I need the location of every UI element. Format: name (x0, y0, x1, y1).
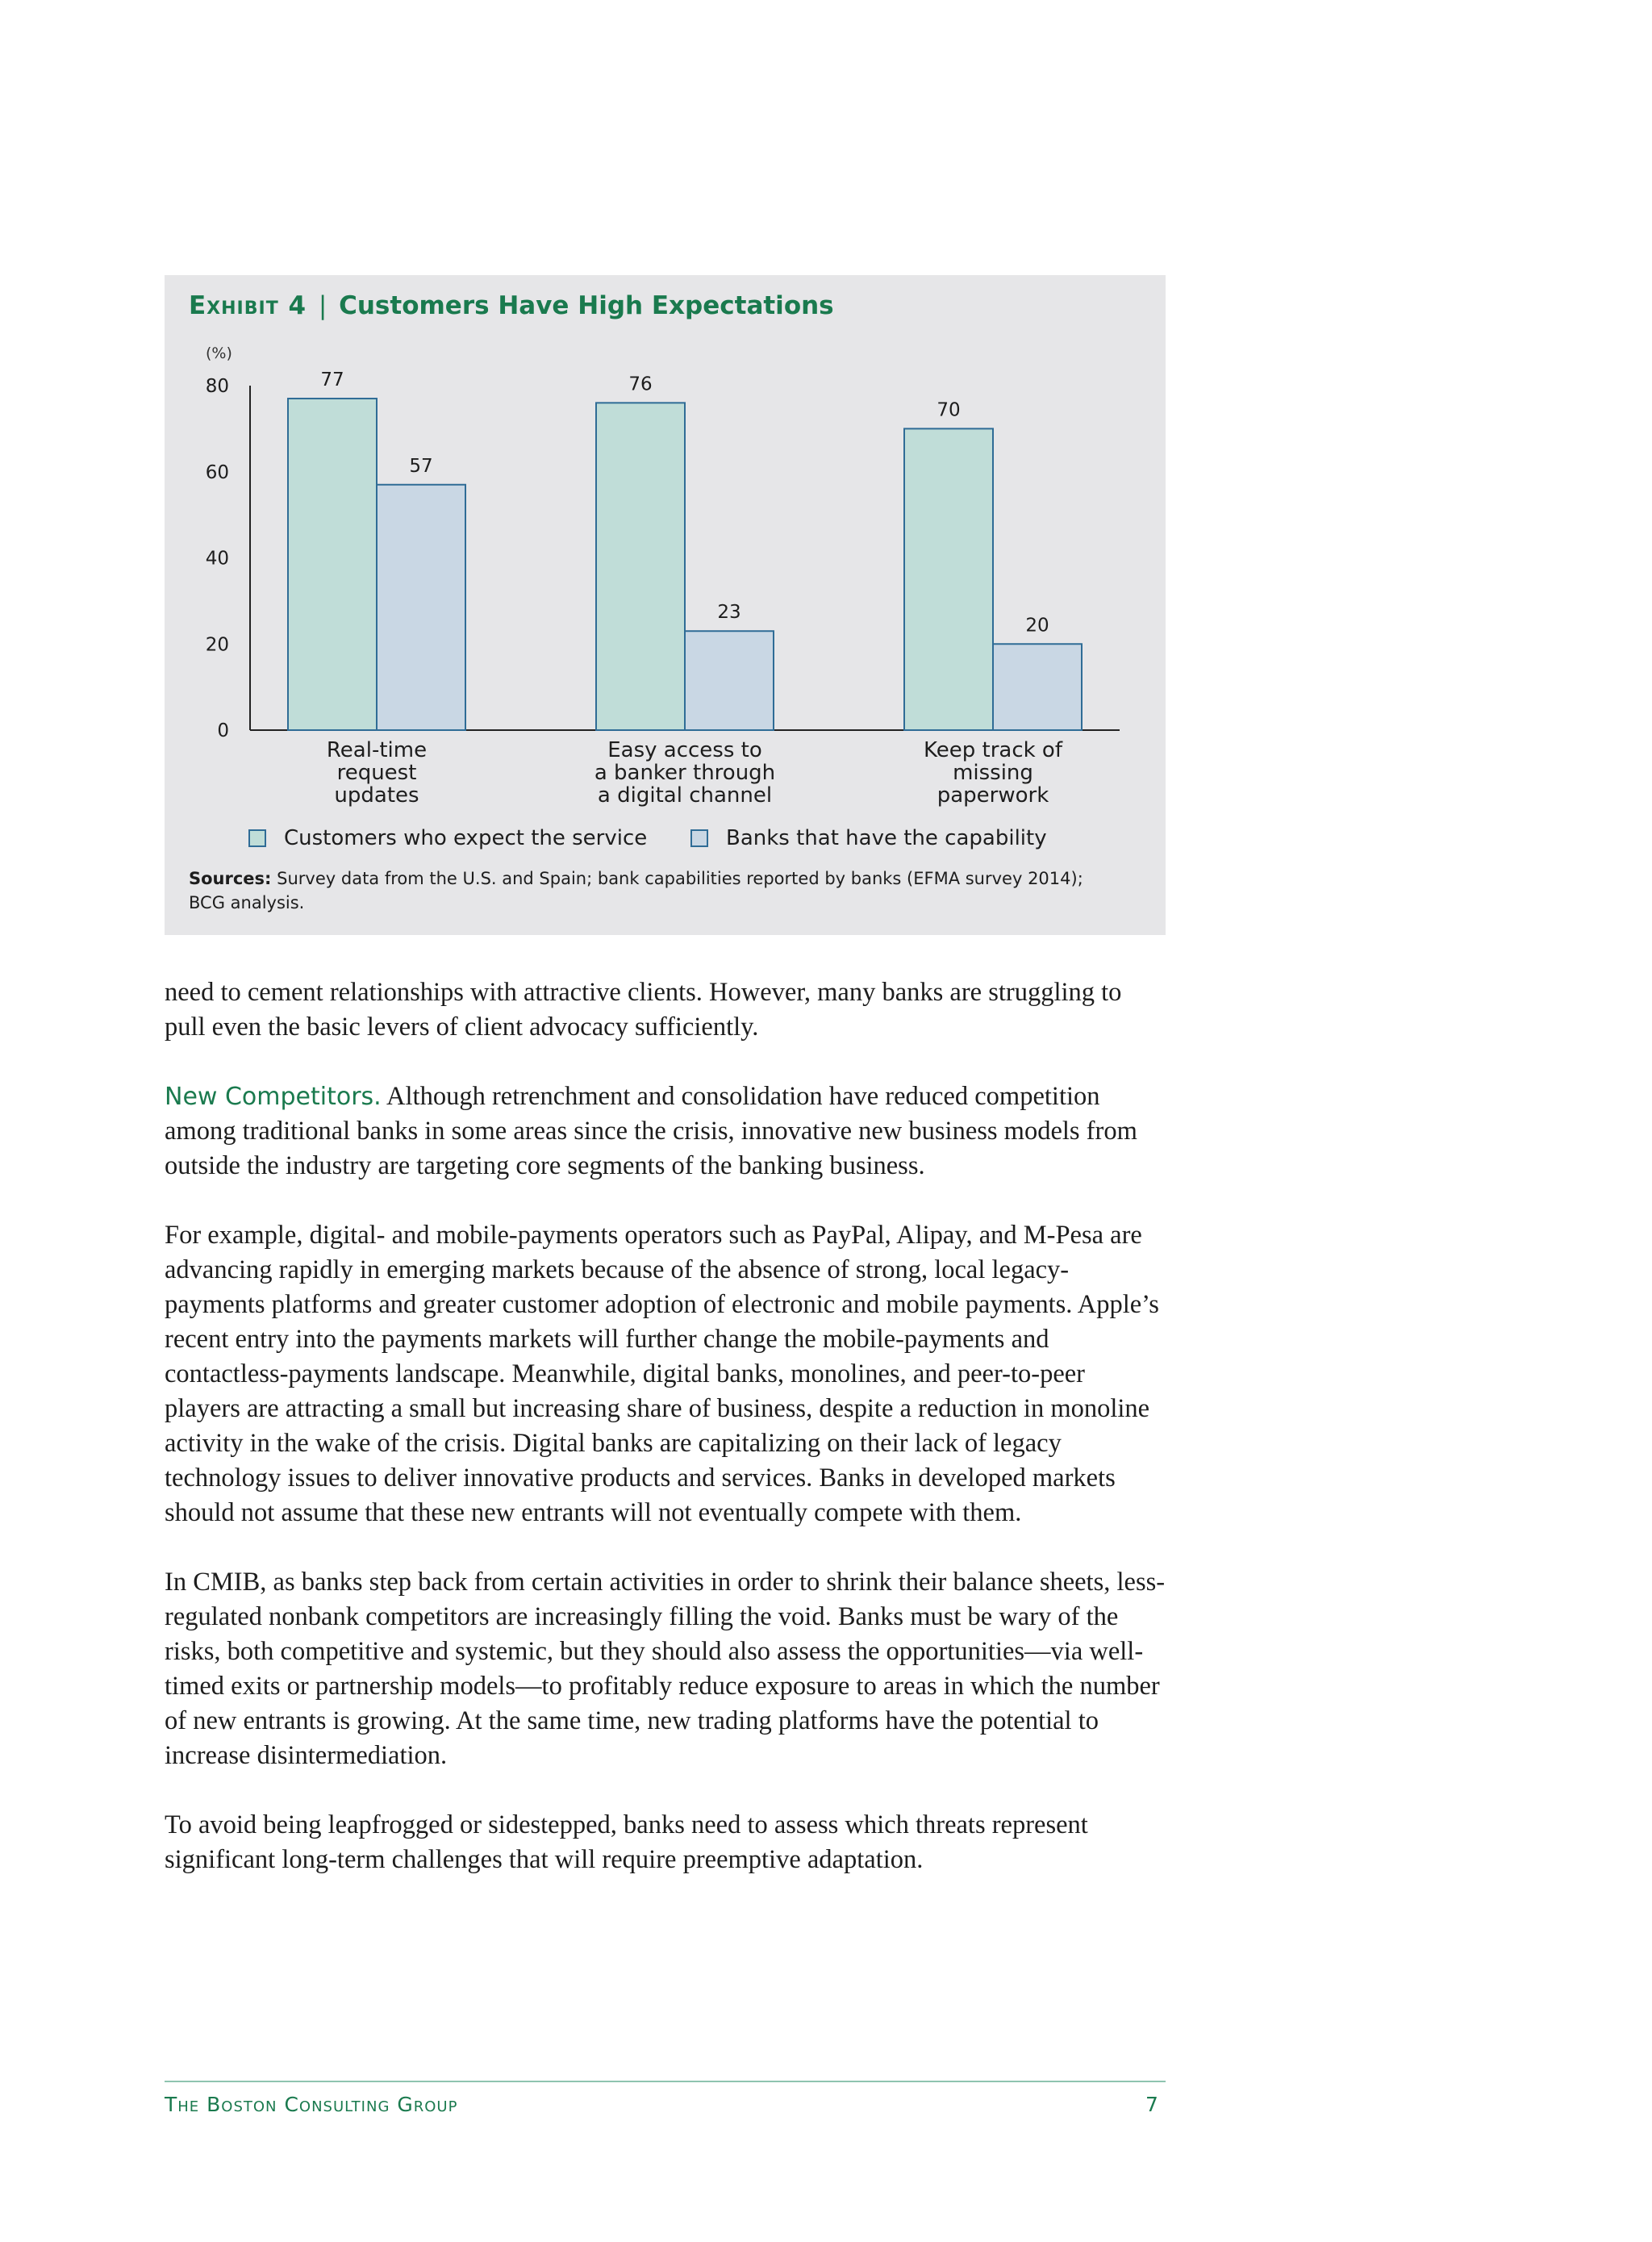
y-axis-unit: (%) (206, 344, 232, 362)
bar (596, 403, 685, 730)
page-number: 7 (1145, 2093, 1158, 2116)
paragraph-3: For example, digital- and mobile-payments operators such as PayPal, Alipay, and M-Pesa are advancing rapidly in emerging markets because of the absence of strong, local legacy-payments platforms and greater customer adoption of electronic and mobile payments. Apple’s recent entry into the payments markets will further change the mobile-payments and contactless-payments landscape. Meanwhile, digital banks, monolines, and peer-to-peer players are attracting a small but increasing share of business, despite a reduction in monoline activity in the wake of the crisis. Digital banks are capitalizing on their lack of legacy technology issues to deliver innovative products and services. Banks in developed markets should not assume that these new entrants will not eventually compete with them. (165, 1221, 1159, 1527)
y-tick-label: 60 (205, 461, 229, 483)
y-tick-label: 80 (205, 376, 229, 397)
footer-divider (165, 2081, 1166, 2082)
x-category-label: paperwork (937, 783, 1049, 808)
exhibit-title-text: Customers Have High Expectations (339, 291, 834, 320)
legend-swatch-customers (248, 829, 266, 847)
legend-label-customers: Customers who expect the service (284, 826, 648, 850)
bar (685, 631, 774, 730)
exhibit-label: Exhibit 4 (189, 291, 307, 320)
article-body (165, 975, 1166, 1912)
legend-item-customers (248, 826, 647, 850)
x-category-label: Easy access to (607, 738, 762, 762)
y-tick-label: 20 (205, 634, 229, 656)
x-category-label: Real-time (326, 738, 428, 762)
bar-value-label: 77 (320, 369, 344, 391)
paragraph-1: need to cement relationships with attractive clients. However, many banks are struggling to pull even the basic levers of client advocacy sufficiently. (165, 978, 1122, 1042)
sources-text: Survey data from the U.S. and Spain; bank capabilities reported by banks (EFMA survey 2014); BCG analysis. (189, 869, 1083, 912)
bar-value-label: 57 (409, 455, 433, 477)
x-category-label: Keep track of (923, 738, 1063, 762)
bar-value-label: 20 (1025, 615, 1049, 637)
bar-value-label: 70 (937, 399, 961, 421)
x-category-label: missing (953, 761, 1033, 785)
bar (288, 399, 377, 730)
y-tick-label: 40 (205, 548, 229, 570)
section-lead-in: New Competitors. (165, 1083, 382, 1111)
sources-label: Sources: (189, 869, 272, 888)
paragraph-5: To avoid being leapfrogged or sidestepped, banks need to assess which threats represent significant long-term challenges that will require preemptive adaptation. (165, 1810, 1088, 1874)
bar (904, 428, 993, 730)
x-category-label: updates (334, 783, 419, 808)
exhibit-title-separator: | (318, 291, 327, 320)
paragraph-4: In CMIB, as banks step back from certain activities in order to shrink their balance sheets, less-regulated nonbank competitors are increasingly filling the void. Banks must be wary of the risks, both competitive and systemic, but they should also assess the opportunities—via well-timed exits or partnership models—to profitably reduce exposure to areas in which the number of new entrants is growing. At the same time, new trading platforms have the potential to increase disintermediation. (165, 1568, 1166, 1770)
footer-publisher: The Boston Consulting Group (165, 2093, 458, 2116)
legend-label-banks: Banks that have the capability (726, 826, 1047, 850)
bar-chart (165, 275, 1166, 824)
exhibit-title (189, 291, 834, 320)
bar (377, 485, 465, 730)
legend-item-banks (690, 826, 1047, 850)
exhibit-panel (165, 275, 1166, 935)
bar-value-label: 76 (628, 374, 653, 395)
y-tick-label: 0 (217, 720, 229, 741)
bar (993, 644, 1082, 730)
x-category-label: request (336, 761, 417, 785)
paragraph-2 (165, 1079, 1166, 1184)
bar-value-label: 23 (717, 602, 741, 624)
x-category-label: a digital channel (597, 783, 773, 808)
legend-swatch-banks (690, 829, 708, 847)
chart-sources (189, 866, 1124, 915)
paragraph-2-text: Although retrenchment and consolidation have reduced competition among traditional banks in some areas since the crisis, innovative new business models from outside the industry are targeting core segments of the banking business. (165, 1082, 1137, 1180)
x-category-label: a banker through (594, 761, 776, 785)
